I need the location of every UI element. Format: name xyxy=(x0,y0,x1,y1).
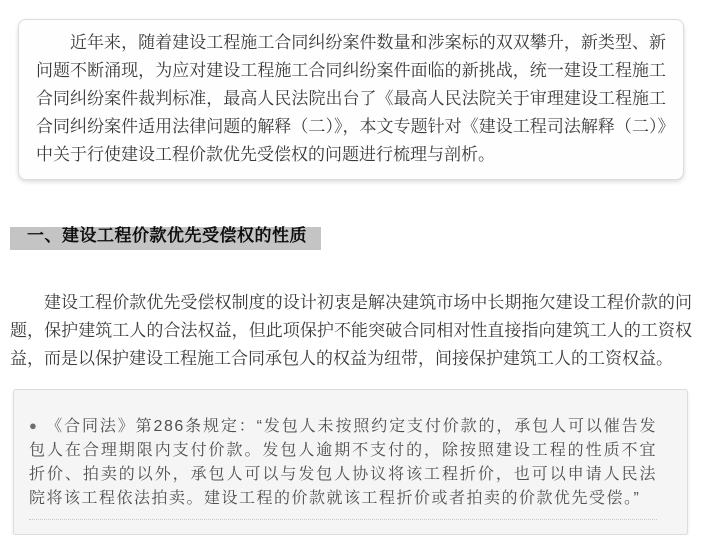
section-heading-bar xyxy=(10,227,321,250)
bullet-icon: ● xyxy=(29,418,37,433)
section-heading xyxy=(10,227,321,250)
intro-card xyxy=(18,19,684,180)
quote-card xyxy=(13,389,688,535)
section-heading-text: 一、建设工程价款优先受偿权的性质 xyxy=(27,226,307,245)
quote-text xyxy=(29,414,657,511)
quote-text-content: 《合同法》第286条规定：“发包人未按照约定支付价款的，承包人可以催告发包人在合理期限内支付价款。发包人逾期不支付的，除按照建设工程的性质不宜折价、拍卖的以外，承包人可以与发包人协议将该工程折价，也可以申请人民法院将该工程依法拍卖。建设工程的价款就该工程折价或者拍卖的价款优先受偿。” xyxy=(29,418,657,507)
body-paragraph: 建设工程价款优先受偿权制度的设计初衷是解决建筑市场中长期拖欠建设工程价款的问题，保护建筑工人的合法权益，但此项保护不能突破合同相对性直接指向建筑工人的工资权益，而是以保护建设工程施工合同承包人的权益为纽带，间接保护建筑工人的工资权益。 xyxy=(10,293,692,368)
dotted-divider xyxy=(29,519,657,520)
intro-text: 近年来，随着建设工程施工合同纠纷案件数量和涉案标的双双攀升，新类型、新问题不断涌现，为应对建设工程施工合同纠纷案件面临的新挑战，统一建设工程施工合同纠纷案件裁判标准，最高人民法院出台了《最高人民法院关于审理建设工程施工合同纠纷案件适用法律问题的解释（二）》，本文专题针对《建设工程司法解释（二）》中关于行使建设工程价款优先受偿权的问题进行梳理与剖析。 xyxy=(36,33,666,164)
